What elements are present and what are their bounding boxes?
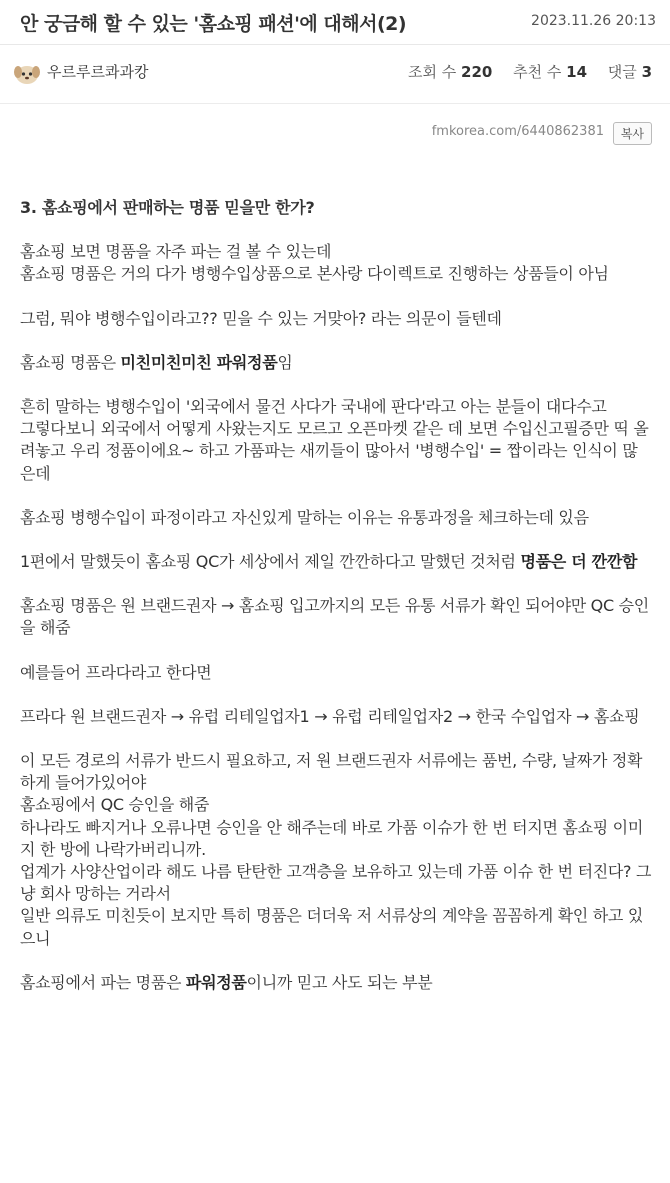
bold-text: 명품은 더 깐깐함 — [520, 552, 638, 572]
text-line: 이 모든 경로의 서류가 반드시 필요하고, 저 원 브랜드권자 서류에는 품번, 수량, 날짜가 정확하게 들어가있어야 — [20, 751, 643, 793]
post-date: 2023.11.26 20:13 — [531, 13, 656, 29]
paragraph: 홈쇼핑 명품은 원 브랜드권자 → 홈쇼핑 입고까지의 모든 유통 서류가 확인 되어야만 QC 승인을 해줌 — [20, 596, 649, 638]
paragraph: 홈쇼핑 병행수입이 파정이라고 자신있게 말하는 이유는 유통과정을 체크하는데 있음 — [20, 507, 589, 527]
author-name[interactable]: 우르루르콰과캉 — [47, 63, 149, 81]
post-content — [20, 197, 652, 1016]
views-count: 220 — [461, 63, 493, 81]
text-line: 일반 의류도 미친듯이 보지만 특히 명품은 더더욱 저 서류상의 계약을 꼼꼼하게 확인 하고 있으니 — [20, 906, 643, 948]
views-label: 조회 수 — [407, 63, 457, 81]
paragraph — [20, 972, 652, 994]
text-line: 그렇다보니 외국에서 어떻게 사왔는지도 모르고 오픈마켓 같은 데 보면 수입신고필증만 띡 올려놓고 우리 정품이에요~ 하고 가품파는 새끼들이 많아서 '병행수입' = 짭이라는 인식이 많은데 — [20, 419, 649, 483]
text-line: 하나라도 빠지거나 오류나면 승인을 안 해주는데 바로 가품 이슈가 한 번 터지면 홈쇼핑 이미지 한 방에 나락가버리니까. — [20, 817, 643, 859]
text-run: 이니까 믿고 사도 되는 부분 — [246, 972, 433, 992]
text-run: 1편에서 말했듯이 홈쇼핑 QC가 세상에서 제일 깐깐하다고 말했던 것처럼 — [20, 552, 521, 572]
url-row — [0, 104, 670, 150]
likes-label: 추천 수 — [513, 63, 562, 81]
comments-label[interactable]: 댓글 — [607, 63, 637, 81]
paragraph — [20, 551, 652, 573]
post-title: 안 궁금해 할 수 있는 '홈쇼핑 패션'에 대해서(2) — [20, 13, 407, 35]
likes-count: 14 — [566, 63, 588, 81]
comments-count[interactable]: 3 — [641, 63, 652, 81]
paragraph — [20, 750, 652, 950]
bold-text: 미친미친미친 파워정품 — [120, 352, 278, 372]
paragraph: 예를들어 프라다라고 한다면 — [20, 662, 212, 682]
paragraph — [20, 352, 652, 374]
text-line: 홈쇼핑 보면 명품을 자주 파는 걸 볼 수 있는데 — [20, 242, 332, 262]
copy-button[interactable]: 복사 — [613, 122, 652, 145]
paragraph: 그럼, 뭐야 병행수입이라고?? 믿을 수 있는 거맞아? 라는 의문이 들텐데 — [20, 308, 502, 328]
post-header — [0, 0, 670, 45]
text-line: 흔히 말하는 병행수입이 '외국에서 물건 사다가 국내에 판다'라고 아는 분들이 대다수고 — [20, 397, 607, 417]
post-meta — [0, 45, 670, 104]
text-line: 홈쇼핑에서 QC 승인을 해줌 — [20, 795, 210, 815]
post-stats — [408, 61, 652, 82]
text-line: 홈쇼핑 명품은 거의 다가 병행수입상품으로 본사랑 다이렉트로 진행하는 상품들이 아님 — [20, 264, 609, 284]
bold-text: 파워정품 — [185, 972, 247, 992]
text-run: 홈쇼핑 명품은 — [20, 352, 121, 372]
paragraph — [20, 241, 652, 285]
text-run: 임 — [277, 352, 293, 372]
paragraph — [20, 396, 652, 485]
post-url[interactable]: fmkorea.com/6440862381 — [431, 124, 604, 139]
section-heading: 3. 홈쇼핑에서 판매하는 명품 믿을만 한가? — [20, 198, 315, 217]
text-line: 업계가 사양산업이라 해도 나름 탄탄한 고객층을 보유하고 있는데 가품 이슈 한 번 터진다? 그냥 회사 망하는 거라서 — [20, 862, 652, 904]
text-run: 홈쇼핑에서 파는 명품은 — [20, 972, 186, 992]
avatar-icon[interactable] — [13, 63, 41, 89]
paragraph: 프라다 원 브랜드권자 → 유럽 리테일업자1 → 유럽 리테일업자2 → 한국 수입업자 → 홈쇼핑 — [20, 706, 640, 726]
